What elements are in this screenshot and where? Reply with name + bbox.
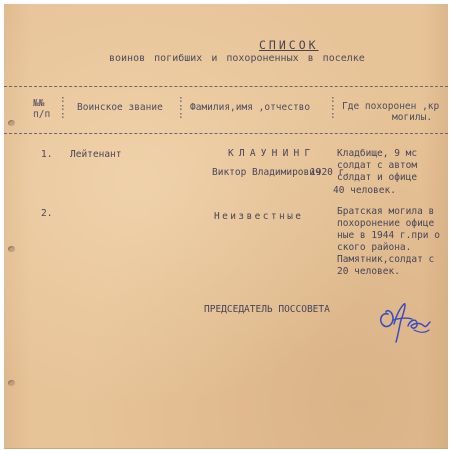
punch-hole bbox=[8, 246, 15, 252]
header-num-line1: №№ bbox=[33, 98, 45, 109]
row1-year: 1920 г. bbox=[310, 167, 351, 178]
row2-number: 2. bbox=[41, 208, 53, 219]
punch-hole bbox=[8, 120, 15, 126]
header-place-line1: Где похоронен ,кр bbox=[342, 101, 440, 112]
header-rank: Воинское звание bbox=[77, 102, 163, 113]
row1-place-line: 40 человек. bbox=[333, 185, 396, 196]
row2-place-line: Братская могила в bbox=[337, 206, 435, 217]
header-name: Фамилия,имя ,отчество bbox=[190, 102, 311, 113]
row2-place-line: ского района. bbox=[337, 242, 412, 253]
header-place-line2: могилы. bbox=[392, 112, 433, 123]
table-top-rule bbox=[4, 86, 448, 87]
document-subtitle: воинов погибших и похороненных в поселке bbox=[109, 53, 365, 64]
row1-number: 1. bbox=[41, 149, 53, 160]
row1-place-line: солдат с автом bbox=[337, 160, 418, 171]
column-separator: : : : bbox=[60, 94, 66, 121]
row1-place-line: солдат и офице bbox=[337, 172, 418, 183]
row1-place-line: Кладбище, 9 мс bbox=[337, 148, 418, 159]
row2-place-line: Памятник,солдат с bbox=[337, 254, 435, 265]
signature-mark bbox=[374, 290, 434, 350]
row1-fullname: Виктор Владимирович bbox=[212, 167, 321, 178]
header-num-line2: п/п bbox=[33, 109, 51, 120]
column-separator: : : : bbox=[178, 94, 184, 121]
chairman-label: ПРЕДСЕДАТЕЛЬ ПОССОВЕТА bbox=[204, 304, 330, 315]
row2-place-line: похоронение офице bbox=[337, 218, 435, 229]
row2-place-line: 20 человек. bbox=[337, 266, 400, 277]
row2-place-line: ные в 1944 г.при о bbox=[337, 230, 440, 241]
document-title: СПИСОК bbox=[259, 38, 319, 52]
column-separator: : : : bbox=[330, 94, 336, 121]
table-header-rule bbox=[4, 133, 448, 134]
punch-hole bbox=[8, 380, 15, 386]
row2-surname: Неизвестные bbox=[214, 211, 304, 222]
row1-surname: КЛАУНИНГ bbox=[228, 148, 316, 159]
row1-rank: Лейтенант bbox=[70, 149, 122, 160]
